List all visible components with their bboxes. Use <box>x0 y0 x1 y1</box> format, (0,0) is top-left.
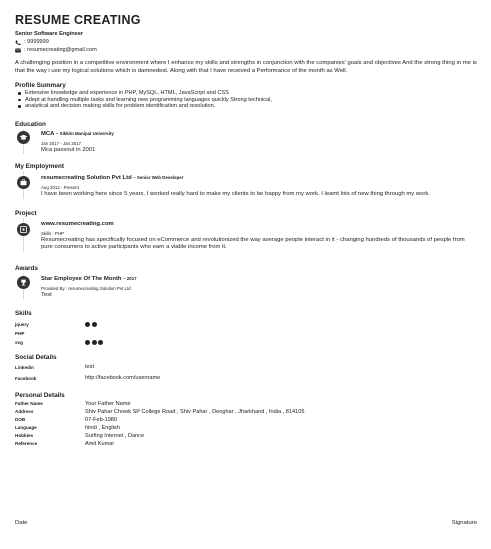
date-label: Date <box>15 520 28 526</box>
personal-list <box>15 400 477 448</box>
personal-row <box>15 400 477 408</box>
personal-row <box>15 432 477 440</box>
project-desc: Resumecreating has specifically focused on eCommerce and revolutionized the way average people interact in it - changing hundreds of thousands of people from pure consumers to active participants who earn a viable income from it. <box>41 236 465 251</box>
education-timeline <box>15 129 477 154</box>
phone-icon <box>15 40 21 45</box>
skill-row <box>15 338 477 347</box>
social-row <box>15 373 477 384</box>
personal-heading: Personal Details <box>15 392 65 399</box>
trophy-icon <box>17 276 30 289</box>
project-item <box>15 218 477 252</box>
personal-key: Address <box>15 409 34 414</box>
objective-text: A challenging position in a competitive environment where I enhance my skills and strengths in conjunction with the companies' goals and objectives And the strong thing in me is that the way i use my logical solutions which is damnedest. Along with that I have received a Performance of the month as Well. <box>15 60 477 74</box>
summary-item: analytical and decision making skills for problem identification and resolution. <box>25 103 477 110</box>
awards-heading: Awards <box>15 264 38 272</box>
phone-value: : 9999999 <box>24 39 49 45</box>
skill-row <box>15 320 477 329</box>
personal-value: Your Father Name <box>85 401 131 407</box>
contact-email <box>15 46 477 54</box>
skills-list <box>15 320 477 347</box>
project-title[interactable]: www.resumecreating.com <box>41 220 114 227</box>
graduation-cap-icon <box>17 131 30 144</box>
personal-row <box>15 424 477 432</box>
awards-timeline <box>15 273 477 299</box>
personal-value: Amit Kumar <box>85 441 115 447</box>
resume-page <box>15 12 477 448</box>
skill-level <box>85 320 97 328</box>
award-desc: Test <box>41 291 52 298</box>
employment-heading: My Employment <box>15 163 65 171</box>
summary-list <box>15 90 477 110</box>
social-row <box>15 362 477 373</box>
employment-title: resumecreating Solution Pvt Ltd <box>41 175 132 182</box>
social-heading: Social Details <box>15 354 57 361</box>
education-title: MCA <box>41 130 55 137</box>
skill-level <box>85 338 103 346</box>
employment-dates: Aug 2012 - Present <box>41 185 79 191</box>
personal-key: DOB <box>15 417 26 422</box>
education-dates: Jan 2017 - Jan 2017 <box>41 140 82 146</box>
summary-item: Adept at handling multiple tasks and learning new programming languages quickly Strong technical, <box>25 97 477 104</box>
personal-value: Shiv Pahar Chowk SP College Road , Shiv Pahar , Deoghar , Jharkhand , India , 814105 <box>85 409 305 415</box>
personal-row <box>15 408 477 416</box>
skills-heading: Skills <box>15 310 32 317</box>
employment-desc: I have been working here since 5 years. I worked really hard to make my clients to be happy from my work. I leamt lots of new thing through my work. <box>41 191 430 198</box>
skill-dot <box>92 322 97 327</box>
social-key: Linkedin <box>15 365 34 370</box>
personal-row <box>15 416 477 424</box>
employment-item <box>15 171 477 198</box>
skill-name: jquery <box>15 322 29 327</box>
education-item <box>15 129 477 154</box>
personal-value: 07-Feb-1980 <box>85 417 118 423</box>
personal-key: Hobbies <box>15 433 34 438</box>
skill-name: svg <box>15 340 23 345</box>
award-year: – 2017 <box>123 275 137 281</box>
award-provided: Provided By : resumecreating Solution Pvt Ltd <box>41 285 131 291</box>
skill-dot <box>85 340 90 345</box>
email-value: : resumecreating@gmail.com <box>24 47 97 53</box>
skill-dot <box>92 340 97 345</box>
project-skills: Skills : PHP <box>41 230 64 236</box>
awards-item <box>15 273 477 299</box>
personal-row <box>15 440 477 448</box>
personal-key: Reference <box>15 441 38 446</box>
resume-footer <box>15 520 477 526</box>
summary-heading: Profile Summary <box>15 82 66 90</box>
personal-value: hindi , English <box>85 425 120 431</box>
signature-label: Signature <box>451 520 477 526</box>
skill-dot <box>85 322 90 327</box>
education-org: – Sikkim Manipal University <box>55 130 114 136</box>
summary-item: Extensive knowledge and experience in PHP, MySQL, HTML, JavaScript and CSS <box>25 90 477 97</box>
social-value[interactable]: test <box>85 364 95 370</box>
social-list <box>15 362 477 384</box>
skill-dot <box>98 340 103 345</box>
briefcase-icon <box>17 176 30 189</box>
email-icon <box>15 48 21 53</box>
skill-row <box>15 329 477 338</box>
social-value[interactable]: http://facebook.com/username <box>85 375 161 381</box>
resume-role: Senior Software Engineer <box>15 31 84 37</box>
skill-name: PHP <box>15 331 25 336</box>
social-key: Facebook <box>15 376 37 381</box>
project-icon <box>17 223 30 236</box>
employment-org: – Senior Web Developer <box>133 175 184 181</box>
personal-key: Language <box>15 425 37 430</box>
project-timeline <box>15 218 477 252</box>
project-heading: Project <box>15 209 37 217</box>
award-title: Star Employee Of The Month <box>41 275 122 282</box>
education-desc: Mca passout in 2001 <box>41 146 96 153</box>
personal-key: Father Name <box>15 401 43 406</box>
contact-phone <box>15 38 477 46</box>
resume-name: RESUME CREATING <box>15 13 141 27</box>
employment-timeline <box>15 171 477 198</box>
personal-value: Surfing Internet , Dance <box>85 433 145 439</box>
education-heading: Education <box>15 120 46 128</box>
